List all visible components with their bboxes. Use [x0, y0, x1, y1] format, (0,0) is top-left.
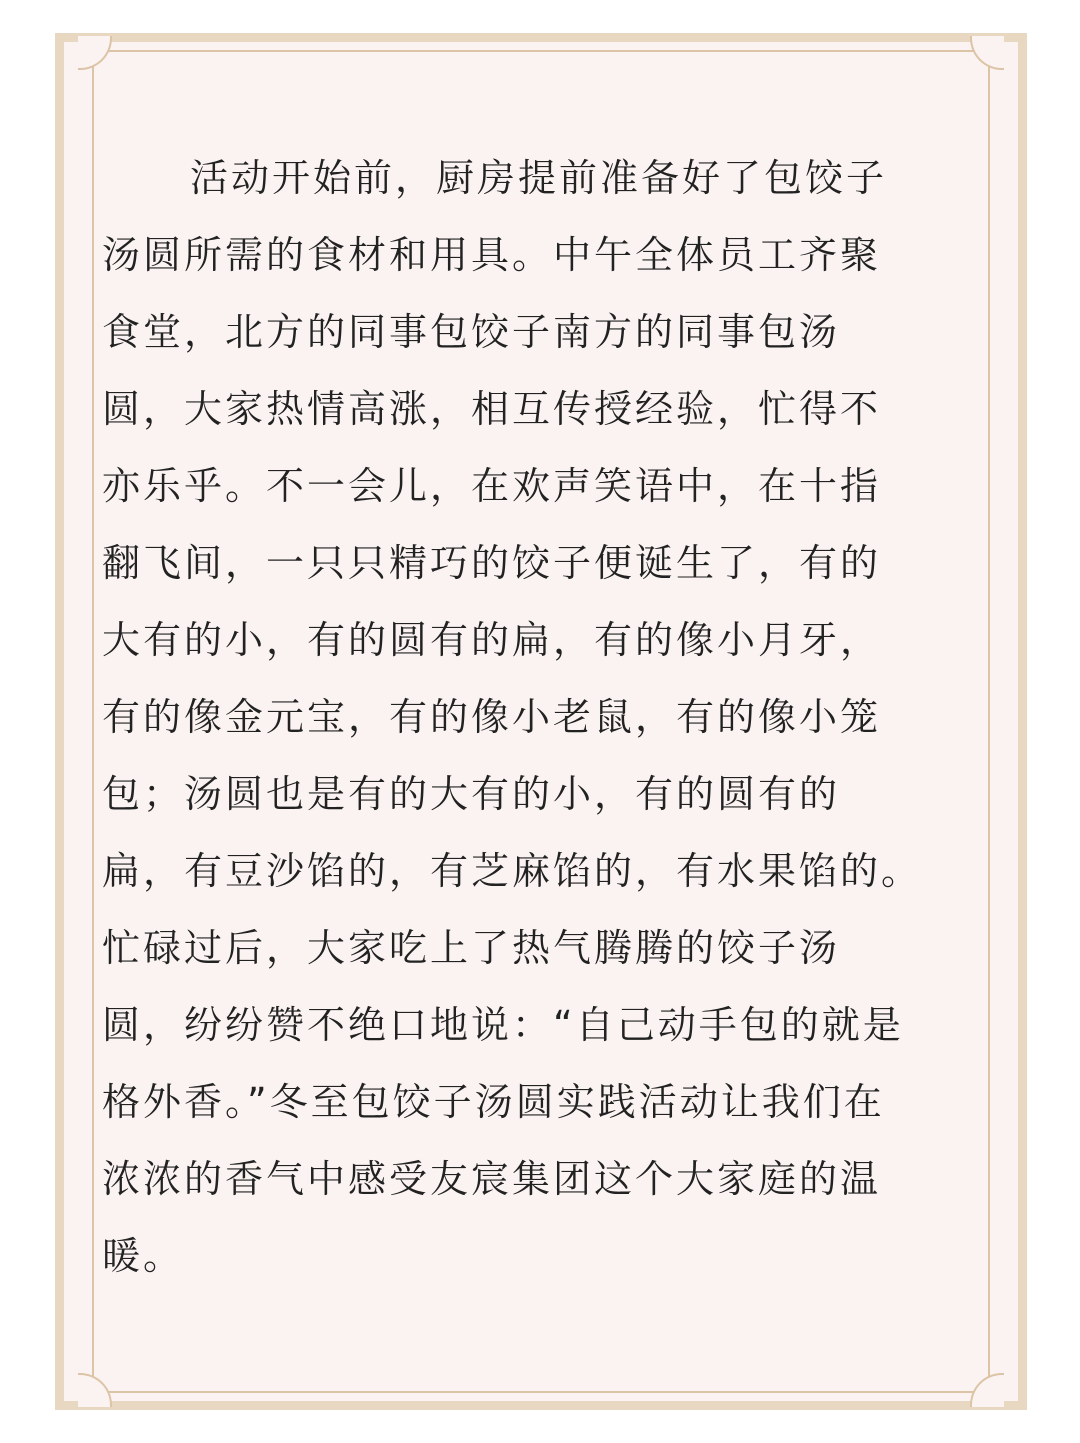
text-line: 扁，有豆沙馅的，有芝麻馅的，有水果馅的。: [102, 849, 923, 893]
corner-ornament-bottom-right: [970, 1373, 1004, 1407]
text-line: 包；汤圆也是有的大有的小，有的圆有的: [102, 772, 841, 816]
text-line: 圆，纷纷赞不绝口地说：“自己动手包的就是: [102, 1003, 904, 1047]
text-line: 暖。: [102, 1234, 185, 1278]
text-line: 浓浓的香气中感受友宸集团这个大家庭的温: [102, 1157, 882, 1201]
text-line: 活动开始前，厨房提前准备好了包饺子: [190, 156, 888, 200]
text-line: 忙碌过后，大家吃上了热气腾腾的饺子汤: [102, 926, 841, 970]
text-line: 格外香。”冬至包饺子汤圆实践活动让我们在: [102, 1080, 885, 1124]
text-line: 圆，大家热情高涨，相互传授经验，忙得不: [102, 387, 882, 431]
corner-ornament-top-right: [970, 36, 1004, 70]
text-line: 食堂，北方的同事包饺子南方的同事包汤: [102, 310, 841, 354]
corner-ornament-top-left: [78, 36, 112, 70]
text-line: 有的像金元宝，有的像小老鼠，有的像小笼: [102, 695, 882, 739]
text-line: 翻飞间，一只只精巧的饺子便诞生了，有的: [102, 541, 882, 585]
article-paragraph: [102, 140, 982, 1295]
text-line: 汤圆所需的食材和用具。中午全体员工齐聚: [102, 233, 882, 277]
corner-ornament-bottom-left: [78, 1373, 112, 1407]
text-line: 亦乐乎。不一会儿，在欢声笑语中，在十指: [102, 464, 882, 508]
text-line: 大有的小，有的圆有的扁，有的像小月牙，: [102, 618, 882, 662]
